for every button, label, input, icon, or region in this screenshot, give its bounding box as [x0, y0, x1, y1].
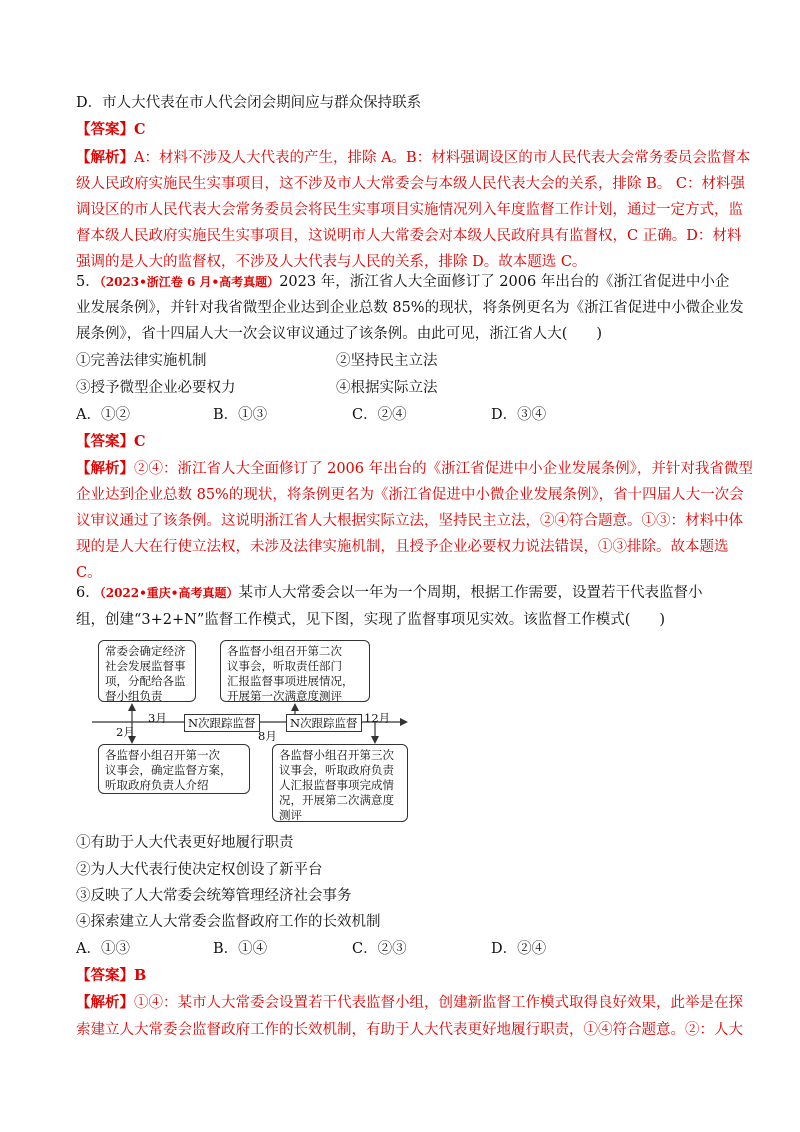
month-label: 3月: [148, 711, 167, 725]
analysis-line: 强调的是人大的监督权，不涉及人大代表与人民的关系，排除 D。故本题选 C。: [76, 254, 587, 270]
analysis-label: 【解析】: [76, 149, 134, 166]
analysis-line: C。: [76, 565, 102, 581]
choice-b: B．①③: [213, 407, 268, 423]
item-3: ③反映了人大常委会统筹管理经济社会事务: [76, 888, 352, 904]
choice-a: A．①③: [76, 941, 130, 957]
analysis-line: 企业达到企业总数 85%的现状，将条例更名为《浙江省促进中小微企业发展条例》，省十四届人大一次会: [76, 487, 744, 503]
question-number: 5．: [76, 274, 100, 290]
analysis-line: 【解析】①④：某市人大常委会设置若干代表监督小组，创建新监督工作模式取得良好效果，此举是在探: [76, 994, 743, 1011]
question-6-stem: 6．（2022•重庆•高考真题）某市人大常委会以一年为一个周期，根据工作需要，设置若干代表监督小: [76, 585, 703, 601]
analysis-line: 【解析】②④：浙江省人大全面修订了 2006 年出台的《浙江省促进中小企业发展条例》，并针对我省微型: [76, 460, 753, 477]
choice-d: D．③④: [491, 407, 547, 423]
step-box-third-meeting: 各监督小组召开第三次 议事会，听取政府负责 人汇报监督事项完成情 况，开展第二次满意度 测评: [272, 744, 408, 822]
answer-value: C: [134, 121, 146, 138]
option-d: D．市人大代表在市人代会闭会期间应与群众保持联系: [76, 95, 422, 111]
analysis-line: 【解析】A：材料不涉及人大代表的产生，排除 A。B：材料强调设区的市人民代表大会常务委员会监督本: [76, 149, 751, 166]
question-5-stem: 5．（2023•浙江卷 6 月•高考真题）2023 年，浙江省人大全面修订了 2006 年出台的《浙江省促进中小企: [76, 274, 730, 290]
supervision-diagram: [92, 640, 412, 825]
tracking-box: N次跟踪监督: [184, 714, 260, 732]
answer-value: B: [134, 967, 147, 984]
question-5-stem-line: 业发展条例》，并针对我省微型企业达到企业总数 85%的现状，将条例更名为《浙江省促进中小微企业发: [76, 300, 744, 316]
answer-row: [76, 966, 146, 986]
step-box-second-meeting: 各监督小组召开第二次 议事会，听取责任部门 汇报监督事项进展情况， 开展第一次满意度测评: [220, 640, 370, 702]
question-5-stem-line: 展条例》，省十四届人大一次会议审议通过了该条例。由此可见，浙江省人大( ): [76, 326, 603, 342]
item-3: ③授予微型企业必要权力: [76, 380, 236, 396]
month-label: 8月: [258, 729, 277, 743]
month-label: 2月: [116, 725, 135, 739]
answer-value: C: [134, 433, 146, 450]
choice-a: A．①②: [76, 407, 130, 423]
question-6-stem-line: 组，创建“3+2+N”监督工作模式，见下图，实现了监督事项见实效。该监督工作模式( ): [76, 612, 666, 628]
choice-c: C．②④: [352, 407, 407, 423]
item-4: ④根据实际立法: [336, 380, 438, 396]
answer-label: 【答案】: [76, 967, 134, 984]
question-source: （2022•重庆•高考真题）: [99, 586, 239, 600]
analysis-line: 索建立人大常委会监督政府工作的长效机制，有助于人大代表更好地履行职责，①④符合题意。②：人大: [76, 1022, 743, 1038]
analysis-line: 督本级人民政府实施民生实事项目，这说明市人大常委会对本级人民政府具有监督权，C 正确。D：材料: [76, 228, 742, 244]
analysis-line: 级人民政府实施民生实事项目，这不涉及市人大常委会与本级人民代表大会的关系，排除 B。 C：材料强: [76, 176, 745, 192]
item-2: ②坚持民主立法: [336, 353, 438, 369]
item-4: ④探索建立人大常委会监督政府工作的长效机制: [76, 914, 381, 930]
step-box-committee-assign: 常委会确定经济 社会发展监督事 项，分配给各监 督小组负责: [98, 640, 196, 702]
analysis-label: 【解析】: [76, 994, 134, 1011]
question-number: 6．: [76, 585, 100, 601]
analysis-line: 调设区的市人民代表大会常务委员会将民生实事项目实施情况列入年度监督工作计划，通过一定方式，监: [76, 202, 743, 218]
answer-label: 【答案】: [76, 433, 134, 450]
answer-label: 【答案】: [76, 121, 134, 138]
item-1: ①完善法律实施机制: [76, 353, 207, 369]
answer-row: [76, 432, 146, 452]
item-2: ②为人大代表行使决定权创设了新平台: [76, 862, 323, 878]
tracking-box: N次跟踪监督: [286, 714, 362, 732]
answer-row: [76, 120, 146, 140]
analysis-line: 议审议通过了该条例。这说明浙江省人大根据实际立法，坚持民主立法，②④符合题意。①③：材料中体: [76, 513, 743, 529]
month-label: 12月: [364, 711, 391, 725]
analysis-line: 现的是人大在行使立法权，未涉及法律实施机制，且授予企业必要权力说法错误，①③排除。故本题选: [76, 539, 729, 555]
step-box-first-meeting: 各监督小组召开第一次 议事会，确定监督方案， 听取政府负责人介绍: [98, 744, 250, 794]
item-1: ①有助于人大代表更好地履行职责: [76, 835, 294, 851]
choice-c: C．②③: [352, 941, 407, 957]
analysis-label: 【解析】: [76, 460, 134, 477]
question-source: （2023•浙江卷 6 月•高考真题）: [99, 275, 280, 289]
choice-b: B．①④: [213, 941, 268, 957]
choice-d: D．②④: [491, 941, 547, 957]
